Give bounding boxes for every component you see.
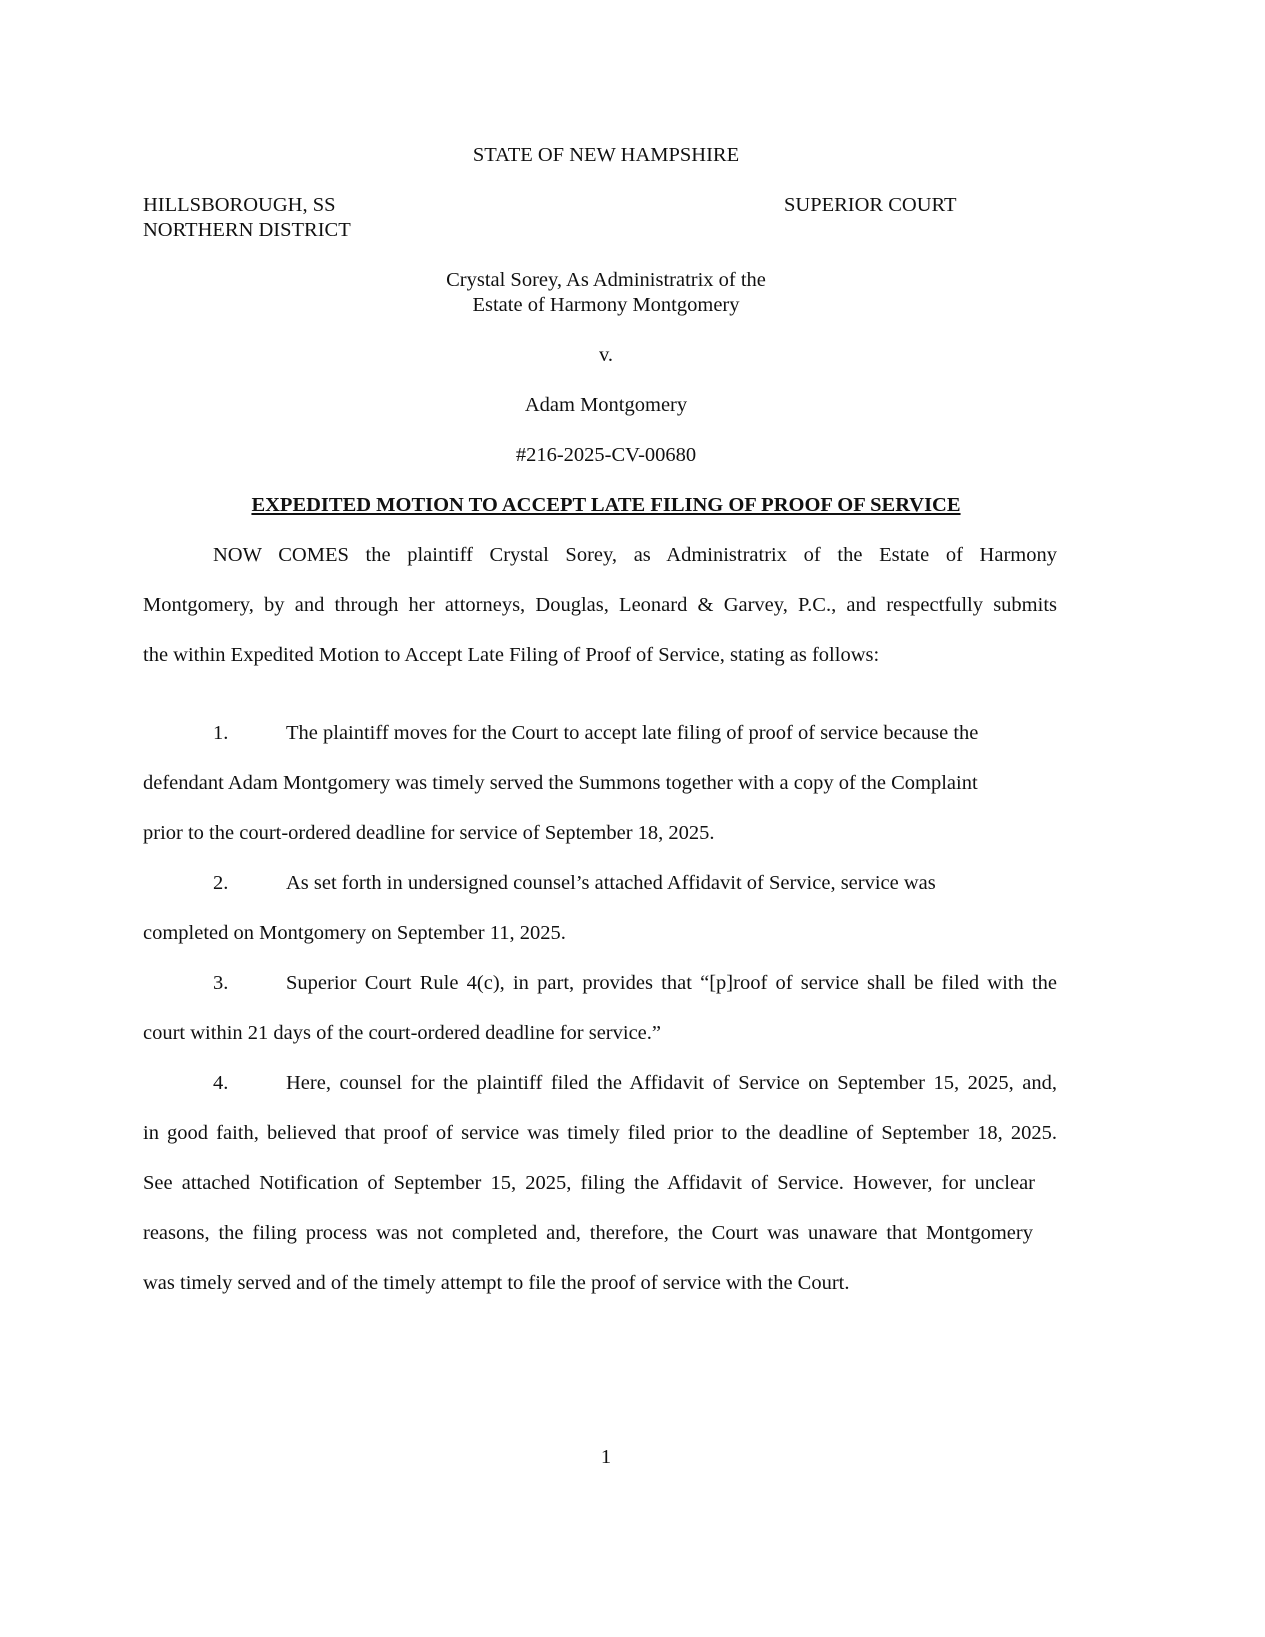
intro-line: NOW COMES the plaintiff Crystal Sorey, as Administratrix of the Estate of Harmony <box>213 544 1057 566</box>
defendant: Adam Montgomery <box>524 394 688 416</box>
paragraph-line: completed on Montgomery on September 11, 2025. <box>143 922 566 944</box>
paragraph-line: was timely served and of the timely attempt to file the proof of service with the Court. <box>143 1272 850 1294</box>
page-number: 1 <box>600 1446 612 1468</box>
court-name: SUPERIOR COURT <box>784 194 957 216</box>
paragraph-line: in good faith, believed that proof of service was timely filed prior to the deadline of September 18, 2025. <box>143 1122 1057 1144</box>
plaintiff-line-2: Estate of Harmony Montgomery <box>472 294 740 316</box>
paragraph-line: Superior Court Rule 4(c), in part, provides that “[p]roof of service shall be filed with the <box>286 972 1057 994</box>
paragraph-number: 1. <box>213 722 229 744</box>
paragraph-line: The plaintiff moves for the Court to accept late filing of proof of service because the <box>286 722 979 744</box>
paragraph-line: See attached Notification of September 15, 2025, filing the Affidavit of Service. However, for unclear <box>143 1172 1035 1194</box>
county: HILLSBOROUGH, SS <box>143 194 336 216</box>
paragraph-line: court within 21 days of the court-ordered deadline for service.” <box>143 1022 661 1044</box>
case-number: #216-2025-CV-00680 <box>515 444 697 466</box>
paragraph-number: 2. <box>213 872 229 894</box>
paragraph-number: 3. <box>213 972 229 994</box>
district: NORTHERN DISTRICT <box>143 219 351 241</box>
paragraph-line: defendant Adam Montgomery was timely served the Summons together with a copy of the Complaint <box>143 772 978 794</box>
intro-line: the within Expedited Motion to Accept Late Filing of Proof of Service, stating as follows: <box>143 644 880 666</box>
paragraph-line: prior to the court-ordered deadline for service of September 18, 2025. <box>143 822 715 844</box>
state-heading: STATE OF NEW HAMPSHIRE <box>472 144 740 166</box>
motion-title: EXPEDITED MOTION TO ACCEPT LATE FILING OF PROOF OF SERVICE <box>251 494 961 516</box>
paragraph-number: 4. <box>213 1072 229 1094</box>
intro-line: Montgomery, by and through her attorneys, Douglas, Leonard & Garvey, P.C., and respectfully submits <box>143 594 1057 616</box>
paragraph-line: Here, counsel for the plaintiff filed the Affidavit of Service on September 15, 2025, and, <box>286 1072 1057 1094</box>
paragraph-line: As set forth in undersigned counsel’s attached Affidavit of Service, service was <box>286 872 936 894</box>
versus: v. <box>598 344 614 366</box>
plaintiff-line-1: Crystal Sorey, As Administratrix of the <box>446 269 766 291</box>
paragraph-line: reasons, the filing process was not completed and, therefore, the Court was unaware that Montgomery <box>143 1222 1033 1244</box>
